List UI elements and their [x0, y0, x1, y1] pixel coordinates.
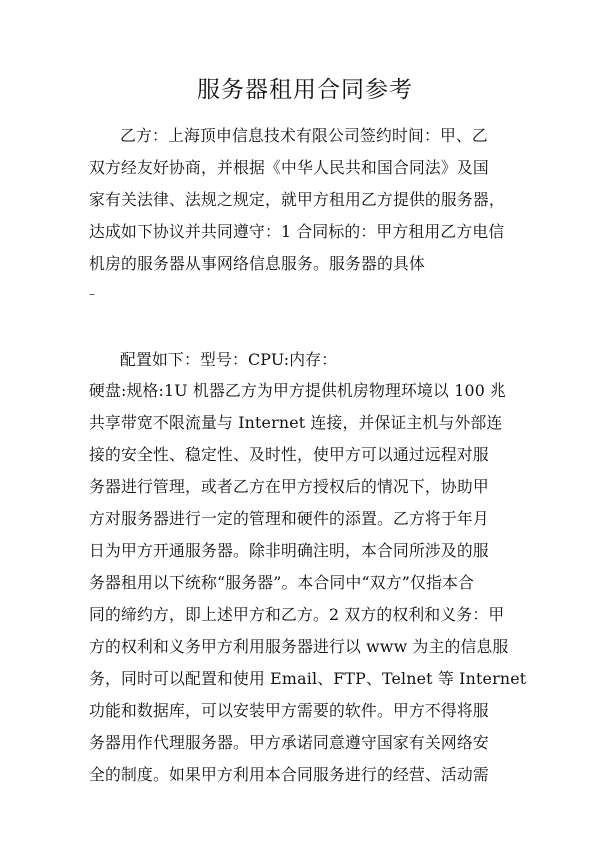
paragraph2-line-1: 配置如下：型号：CPU:内存：	[120, 350, 338, 369]
paragraph2-line-2: 硬盘:规格:1U 机器乙方为甲方提供机房物理环境以 100 兆	[89, 381, 507, 400]
document-title: 服务器租用合同参考	[197, 77, 413, 103]
paragraph2-line-10: 方的权利和义务甲方利用服务器进行以 www 为主的信息服	[89, 637, 509, 656]
paragraph2-line-9: 同的缔约方，即上述甲方和乙方。2 双方的权利和义务：甲	[89, 605, 505, 624]
paragraph1-line-2: 双方经友好协商，并根据《中华人民共和国合同法》及国	[89, 158, 489, 177]
paragraph1-line-4: 达成如下协议并共同遵守：1 合同标的：甲方租用乙方电信	[89, 222, 505, 241]
paragraph1-line-5: 机房的服务器从事网络信息服务。服务器的具体	[89, 254, 425, 273]
paragraph2-line-7: 日为甲方开通服务器。除非明确注明，本合同所涉及的服	[89, 541, 489, 560]
paragraph2-line-3: 共享带宽不限流量与 Internet 连接，并保证主机与外部连	[89, 413, 503, 432]
paragraph2-line-13: 务器用作代理服务器。甲方承诺同意遵守国家有关网络安	[89, 733, 489, 752]
separator-mark: –	[89, 287, 95, 301]
paragraph1-line-3: 家有关法律、法规之规定，就甲方租用乙方提供的服务器，	[89, 190, 505, 209]
paragraph2-line-8: 务器租用以下统称“服务器”。本合同中“双方”仅指本合	[89, 573, 475, 592]
paragraph1-line-1: 乙方：上海顶申信息技术有限公司签约时间：甲、乙	[120, 126, 488, 145]
paragraph2-line-5: 务器进行管理，或者乙方在甲方授权后的情况下，协助甲	[89, 477, 489, 496]
paragraph2-line-4: 接的安全性、稳定性、及时性，使甲方可以通过远程对服	[89, 445, 489, 464]
paragraph2-line-6: 方对服务器进行一定的管理和硬件的添置。乙方将于年月	[89, 509, 489, 528]
paragraph2-line-14: 全的制度。如果甲方利用本合同服务进行的经营、活动需	[89, 765, 489, 784]
paragraph2-line-11: 务，同时可以配置和使用 Email、FTP、Telnet 等 Internet	[89, 669, 527, 688]
paragraph2-line-12: 功能和数据库，可以安装甲方需要的软件。甲方不得将服	[89, 701, 489, 720]
